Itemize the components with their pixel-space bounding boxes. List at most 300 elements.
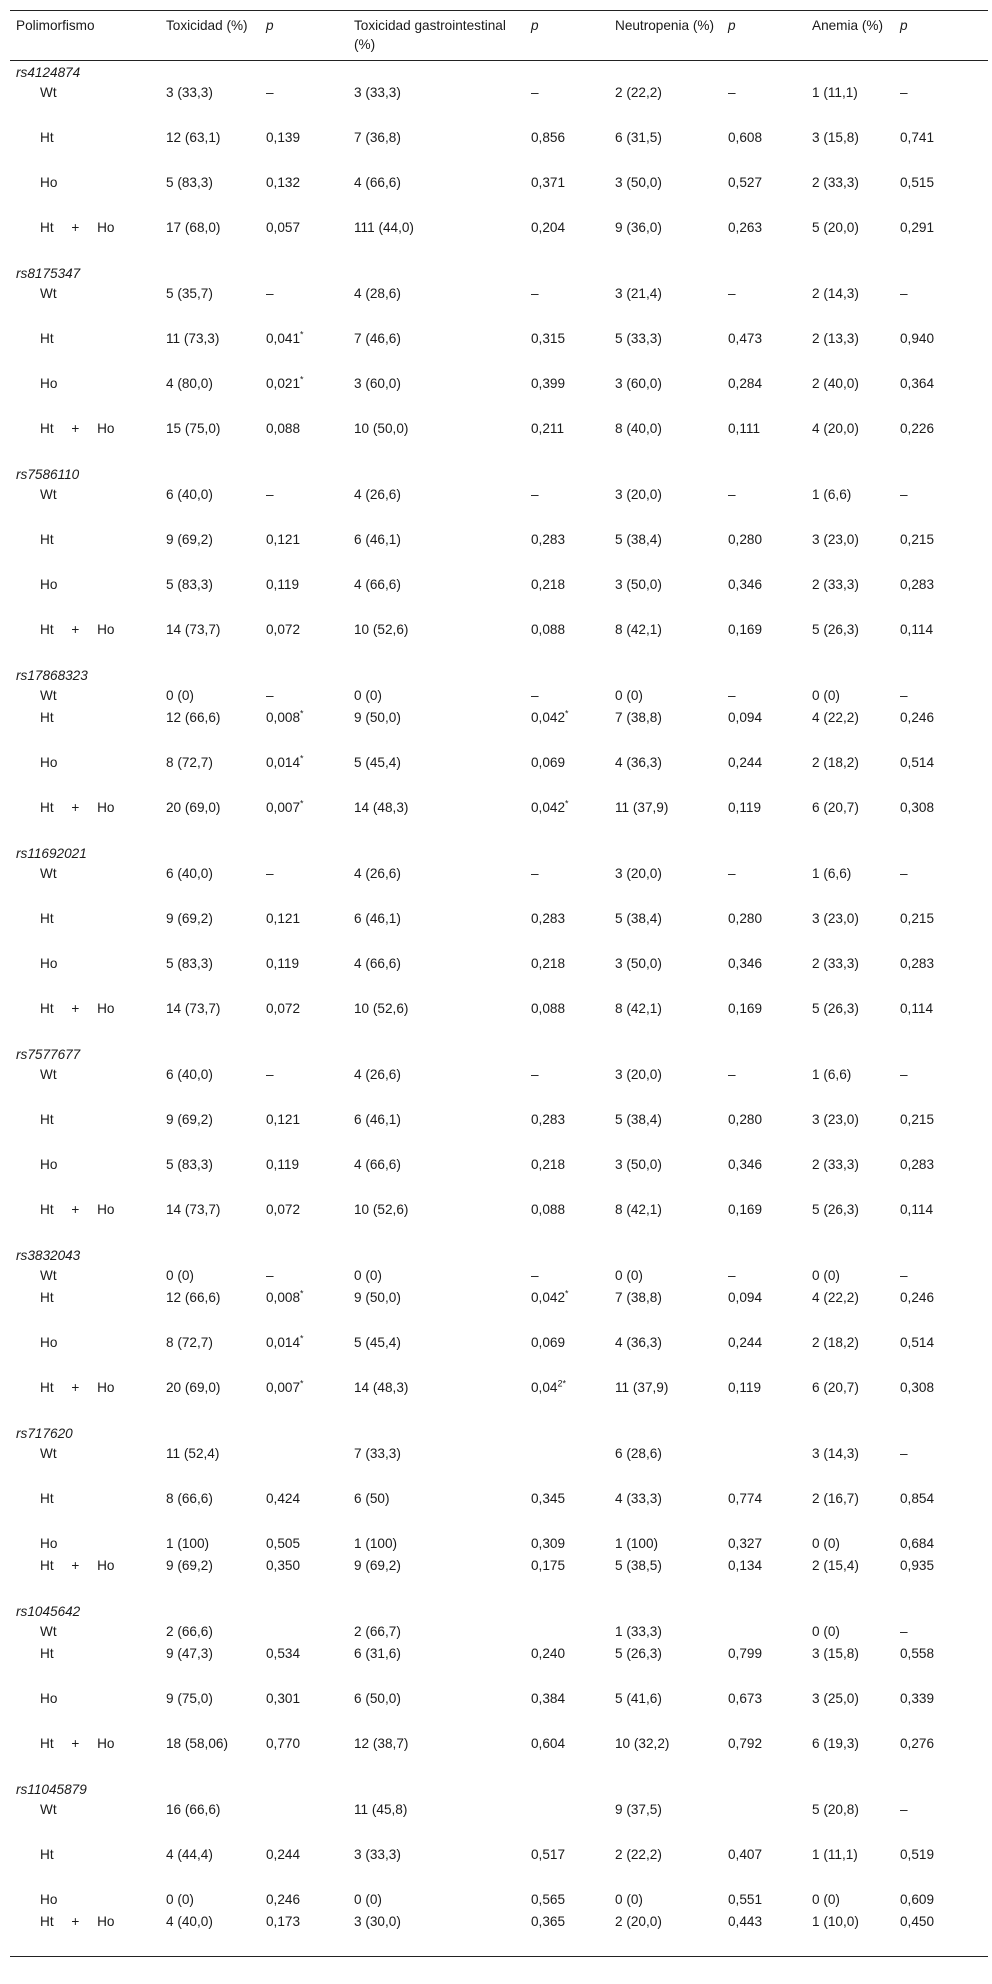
p-toxicidad-value: 0,301 [266, 1691, 301, 1706]
genotype-label: Ho [40, 1892, 58, 1907]
neutropenia-value: 3 (50,0) [615, 175, 662, 190]
p-toxicidad-cell [260, 1488, 348, 1533]
anemia-cell [806, 707, 894, 752]
p-gi-value: 0,204 [531, 220, 566, 235]
genotype-label: Wt [40, 1624, 57, 1639]
toxicidad-cell [160, 998, 260, 1043]
anemia-value: 0 (0) [812, 1892, 840, 1907]
polymorphism-name: rs7586110 [16, 467, 80, 482]
p-gi-cell [525, 1799, 609, 1844]
genotype-label: Ht [40, 1646, 54, 1661]
p-toxicidad-value: 0,132 [266, 175, 301, 190]
toxicidad-cell [160, 1799, 260, 1844]
toxicidad-value: 11 (52,4) [166, 1446, 220, 1461]
toxicidad-gi-value: 3 (33,3) [354, 1847, 401, 1862]
group-row [10, 1043, 988, 1064]
p-gi-cell [525, 217, 609, 262]
toxicidad-value: 2 (66,6) [166, 1624, 213, 1639]
anemia-value: 2 (33,3) [812, 1157, 859, 1172]
p-gi-value: 0,088 [531, 1001, 566, 1016]
p-toxicidad-value: 0,770 [266, 1736, 301, 1751]
toxicidad-value: 9 (47,3) [166, 1646, 213, 1661]
p-gi-value: 0,384 [531, 1691, 566, 1706]
p-toxicidad-value: 0,424 [266, 1491, 301, 1506]
p-anemia-value: – [900, 1446, 908, 1461]
significance-marker: * [565, 798, 569, 809]
neutropenia-value: 5 (26,3) [615, 1646, 662, 1661]
p-toxicidad-value: 0,008 [266, 1290, 301, 1305]
p-anemia-cell [894, 1377, 988, 1422]
results-table-container [10, 10, 988, 1957]
toxicidad-gi-cell [348, 328, 525, 373]
p-toxicidad-cell [260, 1911, 348, 1957]
toxicidad-value: 12 (66,6) [166, 710, 221, 725]
genotype-label: Ht [40, 1290, 54, 1305]
genotype-cell [10, 1154, 160, 1199]
p-anemia-cell [894, 998, 988, 1043]
p-neutropenia-cell [722, 863, 806, 908]
p-gi-value: – [531, 487, 539, 502]
neutropenia-value: 5 (41,6) [615, 1691, 662, 1706]
toxicidad-cell [160, 1064, 260, 1109]
toxicidad-value: 14 (73,7) [166, 622, 221, 637]
p-toxicidad-cell [260, 797, 348, 842]
p-neutropenia-value: 0,284 [728, 376, 763, 391]
p-gi-cell [525, 1733, 609, 1778]
toxicidad-cell [160, 863, 260, 908]
neutropenia-cell [609, 574, 722, 619]
genotype-label: Ho [40, 1157, 58, 1172]
neutropenia-value: 8 (42,1) [615, 1001, 662, 1016]
p-toxicidad-cell [260, 574, 348, 619]
toxicidad-gi-value: 10 (50,0) [354, 421, 409, 436]
p-gi-value: 0,175 [531, 1558, 566, 1573]
p-toxicidad-value: 0,119 [266, 1157, 300, 1172]
neutropenia-cell [609, 1199, 722, 1244]
neutropenia-value: 8 (42,1) [615, 622, 662, 637]
p-anemia-value: 0,364 [900, 376, 935, 391]
p-neutropenia-value: 0,346 [728, 1157, 763, 1172]
polymorphism-name: rs11692021 [16, 846, 87, 861]
genotype-cell [10, 529, 160, 574]
significance-marker: * [300, 1288, 304, 1299]
anemia-cell [806, 418, 894, 463]
group-row [10, 842, 988, 863]
toxicidad-gi-cell [348, 953, 525, 998]
table-row [10, 797, 988, 842]
p-anemia-cell [894, 863, 988, 908]
anemia-value: 4 (20,0) [812, 421, 859, 436]
p-neutropenia-cell [722, 328, 806, 373]
p-neutropenia-value: 0,608 [728, 130, 763, 145]
p-anemia-cell [894, 1688, 988, 1733]
anemia-cell [806, 82, 894, 127]
significance-marker: * [300, 708, 304, 719]
p-gi-value: 0,069 [531, 1335, 566, 1350]
p-anemia-value: 0,514 [900, 1335, 935, 1350]
p-neutropenia-value: 0,327 [728, 1536, 763, 1551]
toxicidad-gi-value: 6 (50) [354, 1491, 390, 1506]
genotype-label: Ht [40, 130, 54, 145]
p-toxicidad-cell [260, 685, 348, 707]
p-toxicidad-cell [260, 1265, 348, 1287]
p-toxicidad-value: 0,246 [266, 1892, 301, 1907]
toxicidad-value: 18 (58,06) [166, 1736, 228, 1751]
anemia-cell [806, 1688, 894, 1733]
anemia-value: 5 (20,0) [812, 220, 859, 235]
neutropenia-cell [609, 1844, 722, 1889]
genotype-cell [10, 953, 160, 998]
genotype-label: Ht [40, 1491, 54, 1506]
genotype-cell [10, 1621, 160, 1643]
genotype-label: Ho [40, 1691, 58, 1706]
polymorphism-name: rs1045642 [16, 1604, 81, 1619]
group-row [10, 463, 988, 484]
anemia-value: 2 (18,2) [812, 755, 859, 770]
anemia-cell [806, 1332, 894, 1377]
anemia-value: 2 (40,0) [812, 376, 859, 391]
toxicidad-gi-cell [348, 484, 525, 529]
p-toxicidad-cell [260, 1154, 348, 1199]
p-neutropenia-cell [722, 1733, 806, 1778]
p-gi-cell [525, 283, 609, 328]
toxicidad-value: 20 (69,0) [166, 800, 221, 815]
p-gi-cell [525, 1911, 609, 1957]
p-neutropenia-cell [722, 1265, 806, 1287]
toxicidad-cell [160, 529, 260, 574]
anemia-cell [806, 373, 894, 418]
neutropenia-cell [609, 908, 722, 953]
p-anemia-value: 0,291 [900, 220, 935, 235]
significance-marker: * [565, 1288, 569, 1299]
toxicidad-gi-cell [348, 172, 525, 217]
genotype-label: Wt [40, 688, 57, 703]
toxicidad-gi-cell [348, 1688, 525, 1733]
genotype-label: Wt [40, 85, 57, 100]
table-row [10, 1443, 988, 1488]
table-row [10, 529, 988, 574]
table-row [10, 1889, 988, 1911]
p-anemia-cell [894, 418, 988, 463]
p-anemia-cell [894, 953, 988, 998]
genotype-cell [10, 217, 160, 262]
p-neutropenia-cell [722, 574, 806, 619]
p-neutropenia-value: – [728, 85, 736, 100]
neutropenia-value: 3 (20,0) [615, 1067, 662, 1082]
p-toxicidad-cell [260, 1733, 348, 1778]
group-row [10, 1244, 988, 1265]
neutropenia-cell [609, 1443, 722, 1488]
p-gi-cell [525, 1621, 609, 1643]
anemia-cell [806, 998, 894, 1043]
toxicidad-gi-value: 6 (46,1) [354, 911, 401, 926]
toxicidad-gi-value: 11 (45,8) [354, 1802, 408, 1817]
p-toxicidad-cell [260, 127, 348, 172]
toxicidad-gi-value: 10 (52,6) [354, 622, 409, 637]
p-toxicidad-cell [260, 752, 348, 797]
p-gi-value: – [531, 688, 539, 703]
p-gi-value: 0,399 [531, 376, 566, 391]
toxicidad-cell [160, 217, 260, 262]
toxicidad-gi-value: 12 (38,7) [354, 1736, 409, 1751]
anemia-cell [806, 685, 894, 707]
neutropenia-cell [609, 1109, 722, 1154]
p-gi-value: 0,211 [531, 421, 565, 436]
p-gi-value: 0,856 [531, 130, 566, 145]
p-gi-cell [525, 127, 609, 172]
anemia-cell [806, 127, 894, 172]
toxicidad-cell [160, 328, 260, 373]
anemia-cell [806, 217, 894, 262]
toxicidad-value: 8 (72,7) [166, 1335, 213, 1350]
neutropenia-cell [609, 1377, 722, 1422]
p-neutropenia-value: 0,111 [728, 421, 760, 436]
genotype-cell [10, 1064, 160, 1109]
toxicidad-gi-cell [348, 998, 525, 1043]
p-gi-cell [525, 1109, 609, 1154]
neutropenia-value: 3 (21,4) [615, 286, 662, 301]
toxicidad-gi-cell [348, 418, 525, 463]
p-neutropenia-cell [722, 172, 806, 217]
p-neutropenia-value: 0,119 [728, 800, 762, 815]
neutropenia-cell [609, 1064, 722, 1109]
p-toxicidad-value: 0,121 [266, 1112, 301, 1127]
toxicidad-cell [160, 685, 260, 707]
neutropenia-value: 2 (22,2) [615, 85, 662, 100]
neutropenia-value: 9 (37,5) [615, 1802, 662, 1817]
table-header [10, 11, 988, 61]
p-anemia-value: 0,215 [900, 1112, 935, 1127]
p-neutropenia-value: 0,792 [728, 1736, 763, 1751]
p-anemia-cell [894, 908, 988, 953]
table-row [10, 1377, 988, 1422]
neutropenia-cell [609, 619, 722, 664]
p-neutropenia-cell [722, 1533, 806, 1555]
toxicidad-gi-value: 9 (50,0) [354, 1290, 401, 1305]
neutropenia-value: 11 (37,9) [615, 800, 669, 815]
genotype-label: Ht + Ho [40, 421, 115, 436]
significance-marker: * [300, 1378, 304, 1389]
toxicidad-gi-cell [348, 1332, 525, 1377]
genotype-label: Wt [40, 1268, 57, 1283]
genotype-cell [10, 1733, 160, 1778]
p-neutropenia-cell [722, 1332, 806, 1377]
genotype-label: Ht [40, 911, 54, 926]
table-row [10, 998, 988, 1043]
genotype-cell [10, 863, 160, 908]
p-neutropenia-cell [722, 1109, 806, 1154]
p-toxicidad-cell [260, 373, 348, 418]
p-anemia-cell [894, 1064, 988, 1109]
neutropenia-cell [609, 1733, 722, 1778]
header-p-gi: p [531, 18, 539, 33]
genotype-cell [10, 418, 160, 463]
anemia-value: 5 (26,3) [812, 622, 859, 637]
anemia-value: 0 (0) [812, 1536, 840, 1551]
p-gi-cell [525, 998, 609, 1043]
toxicidad-value: 14 (73,7) [166, 1202, 221, 1217]
neutropenia-cell [609, 1154, 722, 1199]
p-gi-value: 0,283 [531, 532, 566, 547]
p-neutropenia-cell [722, 1799, 806, 1844]
genotype-label: Wt [40, 487, 57, 502]
neutropenia-value: 3 (50,0) [615, 577, 662, 592]
toxicidad-gi-value: 14 (48,3) [354, 800, 409, 815]
neutropenia-value: 3 (20,0) [615, 487, 662, 502]
p-anemia-cell [894, 217, 988, 262]
p-anemia-value: 0,684 [900, 1536, 935, 1551]
p-toxicidad-value: – [266, 1268, 274, 1283]
toxicidad-gi-value: 0 (0) [354, 1268, 382, 1283]
p-gi-cell [525, 1064, 609, 1109]
anemia-value: 2 (16,7) [812, 1491, 859, 1506]
toxicidad-cell [160, 1199, 260, 1244]
table-row [10, 1199, 988, 1244]
toxicidad-gi-cell [348, 752, 525, 797]
table-row [10, 1688, 988, 1733]
table-row [10, 953, 988, 998]
anemia-value: 2 (15,4) [812, 1558, 859, 1573]
p-gi-value: 0,088 [531, 622, 566, 637]
p-anemia-value: – [900, 1802, 908, 1817]
polymorphism-name: rs8175347 [16, 266, 81, 281]
toxicidad-cell [160, 1488, 260, 1533]
p-toxicidad-value: 0,007 [266, 1380, 301, 1395]
p-toxicidad-cell [260, 908, 348, 953]
neutropenia-cell [609, 217, 722, 262]
p-toxicidad-value: 0,119 [266, 577, 300, 592]
p-gi-value: 0,345 [531, 1491, 566, 1506]
anemia-cell [806, 1265, 894, 1287]
p-neutropenia-value: 0,244 [728, 1335, 763, 1350]
significance-marker: * [300, 374, 304, 385]
p-anemia-cell [894, 82, 988, 127]
table-row [10, 1733, 988, 1778]
neutropenia-cell [609, 1265, 722, 1287]
p-anemia-cell [894, 1265, 988, 1287]
table-row [10, 1643, 988, 1688]
table-row [10, 574, 988, 619]
p-anemia-value: 0,283 [900, 1157, 935, 1172]
p-toxicidad-value: 0,072 [266, 1001, 301, 1016]
neutropenia-value: 5 (38,5) [615, 1558, 662, 1573]
neutropenia-value: 1 (33,3) [615, 1624, 662, 1639]
p-toxicidad-cell [260, 1889, 348, 1911]
p-anemia-value: – [900, 286, 908, 301]
toxicidad-gi-cell [348, 1377, 525, 1422]
anemia-cell [806, 283, 894, 328]
p-toxicidad-cell [260, 1287, 348, 1332]
p-toxicidad-cell [260, 1799, 348, 1844]
toxicidad-gi-value: 4 (66,6) [354, 1157, 401, 1172]
p-neutropenia-cell [722, 953, 806, 998]
anemia-value: 0 (0) [812, 1268, 840, 1283]
genotype-cell [10, 172, 160, 217]
p-anemia-value: 0,283 [900, 577, 935, 592]
p-neutropenia-cell [722, 908, 806, 953]
neutropenia-value: 0 (0) [615, 1892, 643, 1907]
toxicidad-gi-value: 0 (0) [354, 1892, 382, 1907]
neutropenia-value: 5 (38,4) [615, 911, 662, 926]
genotype-label: Ht + Ho [40, 1914, 115, 1929]
neutropenia-value: 7 (38,8) [615, 1290, 662, 1305]
toxicidad-gi-value: 7 (36,8) [354, 130, 401, 145]
p-toxicidad-value: 0,088 [266, 421, 301, 436]
p-gi-cell [525, 1643, 609, 1688]
polymorphism-name: rs17868323 [16, 668, 88, 683]
neutropenia-cell [609, 283, 722, 328]
toxicidad-value: 4 (44,4) [166, 1847, 213, 1862]
genotype-cell [10, 283, 160, 328]
toxicidad-value: 16 (66,6) [166, 1802, 221, 1817]
toxicidad-gi-cell [348, 373, 525, 418]
anemia-cell [806, 1443, 894, 1488]
group-row [10, 262, 988, 283]
toxicidad-gi-value: 111 (44,0) [354, 220, 414, 235]
toxicidad-gi-cell [348, 1889, 525, 1911]
anemia-cell [806, 1643, 894, 1688]
table-row [10, 1287, 988, 1332]
toxicidad-gi-cell [348, 863, 525, 908]
neutropenia-cell [609, 752, 722, 797]
p-toxicidad-cell [260, 1688, 348, 1733]
polymorphism-name: rs11045879 [16, 1782, 87, 1797]
toxicidad-gi-value: 14 (48,3) [354, 1380, 409, 1395]
p-toxicidad-cell [260, 1064, 348, 1109]
toxicidad-gi-value: 3 (60,0) [354, 376, 401, 391]
p-anemia-cell [894, 172, 988, 217]
anemia-cell [806, 1911, 894, 1957]
genotype-cell [10, 1844, 160, 1889]
toxicidad-gi-value: 9 (50,0) [354, 710, 401, 725]
p-anemia-cell [894, 1733, 988, 1778]
toxicidad-gi-value: 4 (26,6) [354, 1067, 401, 1082]
p-anemia-value: 0,114 [900, 1001, 934, 1016]
toxicidad-gi-cell [348, 283, 525, 328]
table-row [10, 1064, 988, 1109]
toxicidad-cell [160, 283, 260, 328]
toxicidad-cell [160, 574, 260, 619]
genotype-label: Ho [40, 376, 58, 391]
neutropenia-cell [609, 418, 722, 463]
neutropenia-value: 11 (37,9) [615, 1380, 669, 1395]
p-anemia-cell [894, 1844, 988, 1889]
toxicidad-cell [160, 1555, 260, 1600]
genotype-label: Ho [40, 956, 58, 971]
neutropenia-cell [609, 953, 722, 998]
header-row [10, 11, 988, 61]
neutropenia-cell [609, 127, 722, 172]
genotype-cell [10, 685, 160, 707]
toxicidad-value: 4 (80,0) [166, 376, 213, 391]
p-anemia-cell [894, 619, 988, 664]
p-gi-value: – [531, 286, 539, 301]
p-gi-cell [525, 619, 609, 664]
anemia-cell [806, 1109, 894, 1154]
p-gi-value: 0,218 [531, 956, 566, 971]
p-neutropenia-value: 0,527 [728, 175, 763, 190]
header-p-neutropenia: p [728, 18, 736, 33]
toxicidad-cell [160, 1911, 260, 1957]
toxicidad-gi-cell [348, 1844, 525, 1889]
p-gi-cell [525, 1443, 609, 1488]
p-gi-value: 0,218 [531, 577, 566, 592]
p-toxicidad-value: 0,534 [266, 1646, 301, 1661]
p-anemia-cell [894, 1799, 988, 1844]
anemia-value: 2 (33,3) [812, 577, 859, 592]
anemia-value: 2 (18,2) [812, 1335, 859, 1350]
p-toxicidad-cell [260, 619, 348, 664]
